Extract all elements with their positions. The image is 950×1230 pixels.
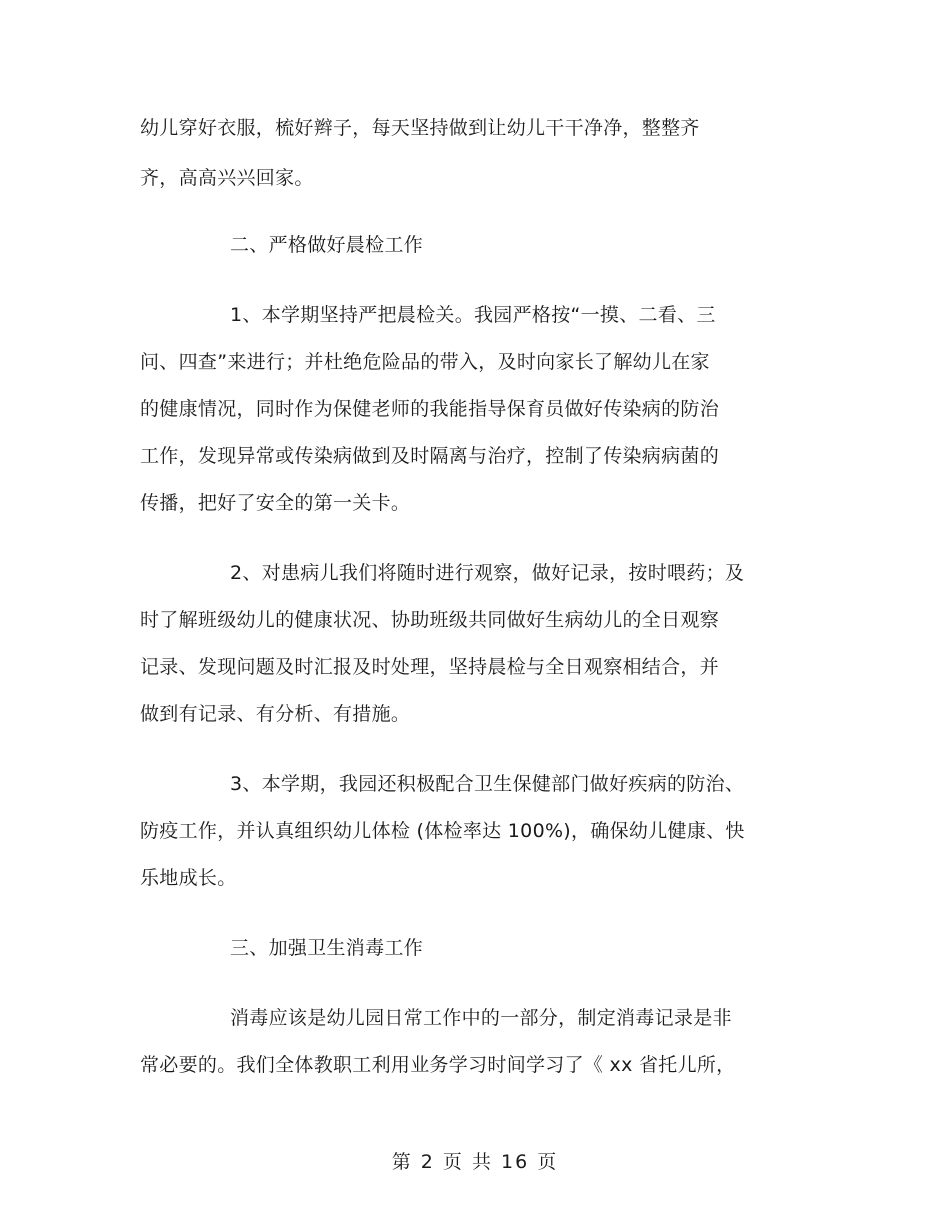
body-text-line: 记录、发现问题及时汇报及时处理，坚持晨检与全日观察相结合，并 (140, 656, 720, 678)
body-text-line: 工作，发现异常或传染病做到及时隔离与治疗，控制了传染病病菌的 (140, 445, 720, 467)
body-text-line: 1、本学期坚持严把晨检关。我园严格按“一摸、二看、三 (230, 304, 716, 326)
body-text-line: 防疫工作，并认真组织幼儿体检 (体检率达 100%)，确保幼儿健康、快 (140, 820, 745, 842)
page-number-footer: 第 2 页 共 16 页 (391, 1151, 559, 1173)
body-text-line: 齐，高高兴兴回家。 (140, 167, 314, 189)
body-text-line: 时了解班级幼儿的健康状况、协助班级共同做好生病幼儿的全日观察 (140, 609, 720, 631)
body-text-line: 消毒应该是幼儿园日常工作中的一部分，制定消毒记录是非 (230, 1007, 732, 1029)
body-text-line: 问、四查”来进行；并杜绝危险品的带入，及时向家长了解幼儿在家 (140, 351, 710, 373)
body-text-line: 的健康情况，同时作为保健老师的我能指导保育员做好传染病的防治 (140, 398, 720, 420)
body-text-line: 传播，把好了安全的第一关卡。 (140, 492, 411, 514)
body-text-line: 2、对患病儿我们将随时进行观察，做好记录，按时喂药；及 (230, 562, 745, 584)
body-text-line: 3、本学期，我园还积极配合卫生保健部门做好疾病的防治、 (230, 773, 745, 795)
body-text-line: 乐地成长。 (140, 867, 237, 889)
body-text-line: 做到有记录、有分析、有措施。 (140, 703, 411, 725)
body-text-line: 常必要的。我们全体教职工利用业务学习时间学习了《 xx 省托儿所， (140, 1054, 736, 1076)
section-heading: 二、严格做好晨检工作 (230, 234, 424, 256)
body-text-line: 幼儿穿好衣服，梳好辫子，每天坚持做到让幼儿干干净净，整整齐 (140, 117, 700, 139)
section-heading: 三、加强卫生消毒工作 (230, 937, 424, 959)
